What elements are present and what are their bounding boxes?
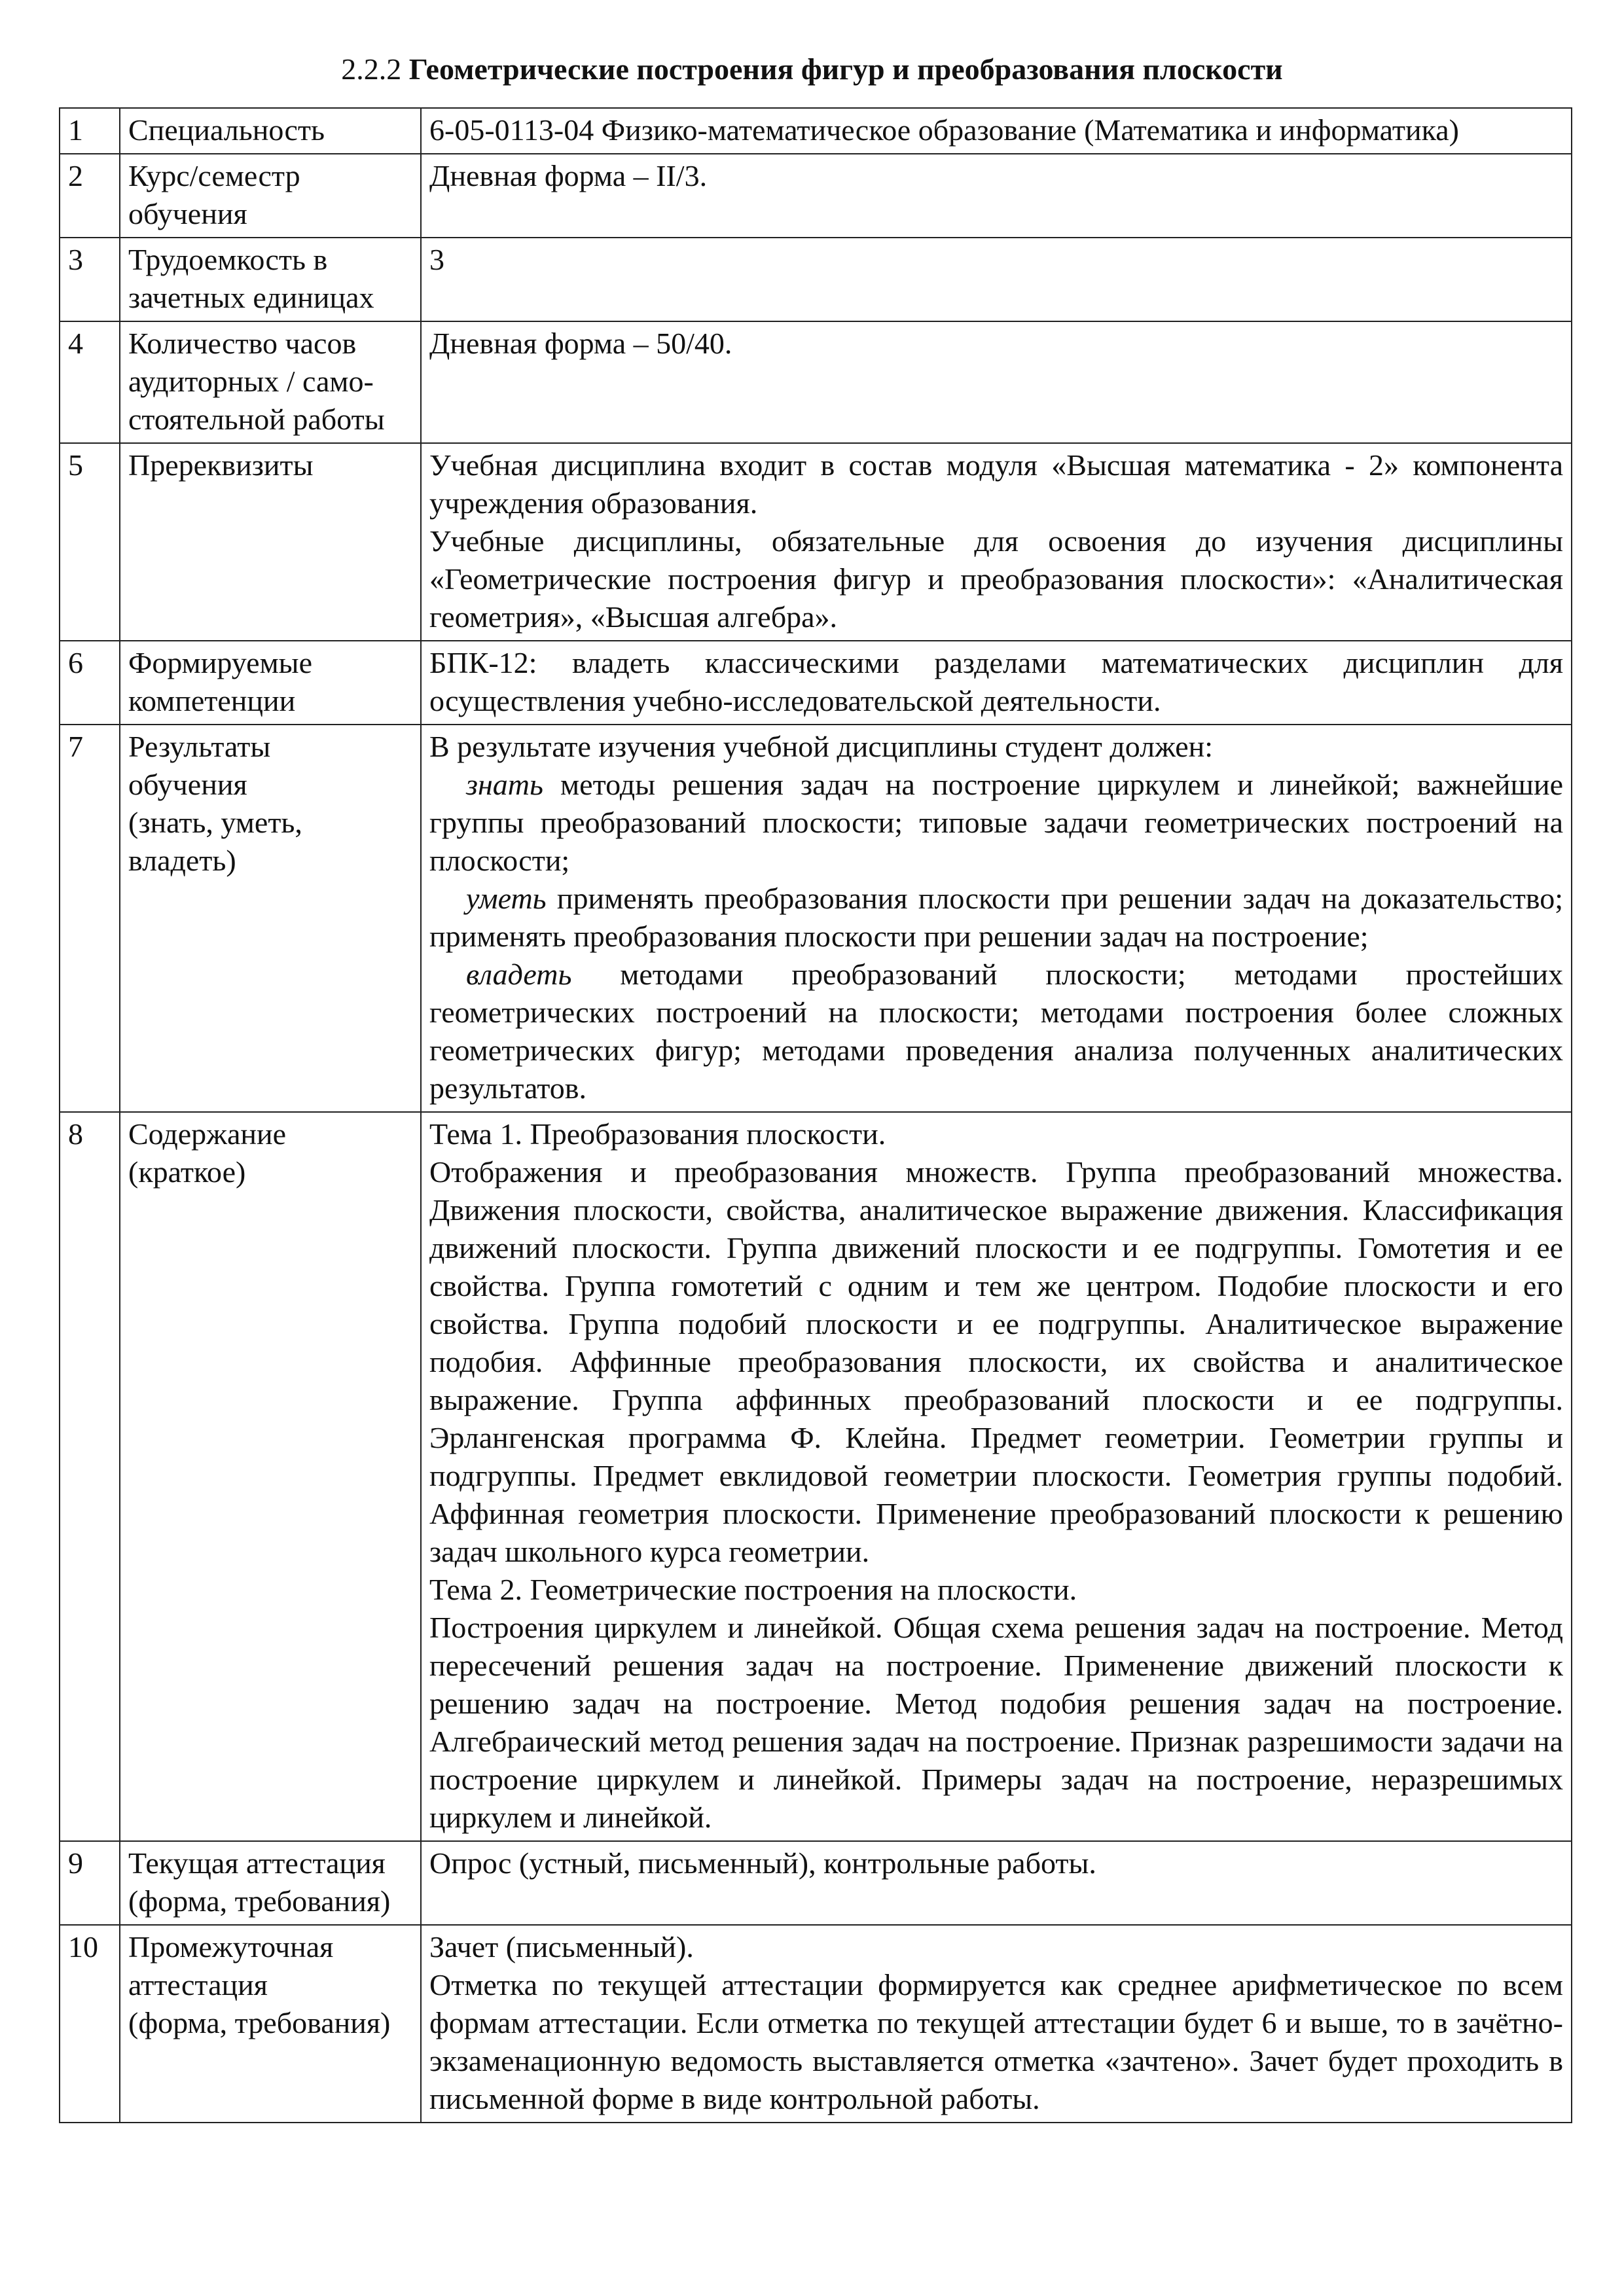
paragraph: В результате изучения учебной дисциплины студент должен: — [429, 730, 1214, 763]
row-label: Количество часов аудиторных / само- стоятельной работы — [120, 321, 421, 443]
paragraph: Зачет (письменный). — [429, 1930, 694, 1964]
paragraph: Учебные дисциплины, обязательные для освоения до изучения дисциплины «Геометрические построения фигур и преобразования плоскости»: «Аналитическая геометрия», «Высшая алгебра». — [429, 524, 1563, 634]
row-value — [421, 154, 1572, 238]
row-value — [421, 641, 1572, 725]
paragraph: Построения циркулем и линейкой. Общая схема решения задач на построение. Метод пересечений решения задач на построение. Применение движений плоскости к решению задач на построение. Метод подобия решения задач на построение. Алгебраический метод решения задач на построение. Признак разрешимости задачи на построение циркулем и линейкой. Примеры задач на построение, неразрешимых циркулем и линейкой. — [429, 1611, 1563, 1834]
keyword-know: знать — [466, 768, 543, 801]
syllabus-table — [59, 107, 1572, 2123]
table-row — [60, 641, 1572, 725]
row-value — [421, 725, 1572, 1112]
row-number: 3 — [60, 238, 120, 321]
section-number: 2.2.2 — [341, 52, 402, 86]
section-heading — [0, 51, 1624, 88]
row-number: 10 — [60, 1925, 120, 2123]
row-label: Трудоемкость в зачетных единицах — [120, 238, 421, 321]
row-number: 1 — [60, 108, 120, 154]
table-row — [60, 321, 1572, 443]
row-label: Пререквизиты — [120, 443, 421, 641]
row-number: 9 — [60, 1841, 120, 1925]
row-number: 4 — [60, 321, 120, 443]
paragraph: Отметка по текущей аттестации формируется как среднее арифметическое по всем формам аттестации. Если отметка по текущей аттестации будет 6 и выше, то в зачётно-экзаменационную ведомость выставляется отметка «зачтено». Зачет будет проходить в письменной форме в виде контрольной работы. — [429, 1968, 1563, 2115]
table-row — [60, 1925, 1572, 2123]
row-value — [421, 443, 1572, 641]
paragraph: Отображения и преобразования множеств. Группа преобразований множества. Движения плоскости, свойства, аналитическое выражение движения. Классификация движений плоскости. Группа движений плоскости и ее подгруппы. Гомотетия и ее свойства. Группа гомотетий с одним и тем же центром. Подобие плоскости и его свойства. Группа подобий плоскости и ее подгруппы. Аналитическое выражение подобия. Аффинные преобразования плоскости, их свойства и аналитическое выражение. Группа аффинных преобразований плоскости и ее подгруппы. Эрлангенская программа Ф. Клейна. Предмет геометрии. Геометрии группы и подгруппы. Предмет евклидовой геометрии плоскости. Геометрия группы подобий. Аффинная геометрия плоскости. Применение преобразований плоскости к решению задач школьного курса геометрии. — [429, 1155, 1563, 1568]
topic-heading: Тема 1. Преобразования плоскости. — [429, 1117, 886, 1151]
keyword-can: уметь — [466, 882, 547, 915]
row-value — [421, 1112, 1572, 1841]
row-label: Промежуточная аттестация (форма, требования) — [120, 1925, 421, 2123]
paragraph: 3 — [429, 243, 444, 276]
table-row — [60, 443, 1572, 641]
row-label: Курс/семестр обучения — [120, 154, 421, 238]
row-label: Содержание (краткое) — [120, 1112, 421, 1841]
row-label: Формируемые компетенции — [120, 641, 421, 725]
row-value — [421, 238, 1572, 321]
keyword-master: владеть — [466, 958, 572, 991]
table-row — [60, 154, 1572, 238]
row-value — [421, 1841, 1572, 1925]
topic-heading: Тема 2. Геометрические построения на плоскости. — [429, 1573, 1077, 1606]
paragraph: БПК-12: владеть классическими разделами математических дисциплин для осуществления учебно-исследовательской деятельности. — [429, 646, 1563, 717]
table-row — [60, 1841, 1572, 1925]
paragraph-can: уметь применять преобразования плоскости при решении задач на доказательство; применять преобразования плоскости при решении задач на построение; — [429, 882, 1563, 953]
row-value — [421, 108, 1572, 154]
paragraph-know: знать методы решения задач на построение циркулем и линейкой; важнейшие группы преобразований плоскости; типовые задачи геометрических построений на плоскости; — [429, 768, 1563, 877]
table-row — [60, 725, 1572, 1112]
row-label: Результаты обучения (знать, уметь, владеть) — [120, 725, 421, 1112]
table-row — [60, 1112, 1572, 1841]
paragraph: Дневная форма – II/3. — [429, 159, 708, 192]
paragraph: Учебная дисциплина входит в состав модуля «Высшая математика - 2» компонента учреждения образования. — [429, 448, 1563, 520]
paragraph: Опрос (устный, письменный), контрольные работы. — [429, 1846, 1096, 1880]
paragraph: 6-05-0113-04 Физико-математическое образование (Математика и информатика) — [429, 113, 1459, 147]
table-row — [60, 238, 1572, 321]
row-number: 8 — [60, 1112, 120, 1841]
section-title: Геометрические построения фигур и преобразования плоскости — [408, 52, 1283, 86]
table-row — [60, 108, 1572, 154]
row-number: 7 — [60, 725, 120, 1112]
paragraph: Дневная форма – 50/40. — [429, 327, 732, 360]
row-label: Текущая аттестация (форма, требования) — [120, 1841, 421, 1925]
row-value — [421, 321, 1572, 443]
row-number: 2 — [60, 154, 120, 238]
row-label: Специальность — [120, 108, 421, 154]
row-number: 5 — [60, 443, 120, 641]
row-number: 6 — [60, 641, 120, 725]
paragraph-master: владеть методами преобразований плоскости; методами простейших геометрических построений на плоскости; методами построения более сложных геометрических фигур; методами проведения анализа полученных аналитических результатов. — [429, 958, 1563, 1105]
row-value — [421, 1925, 1572, 2123]
